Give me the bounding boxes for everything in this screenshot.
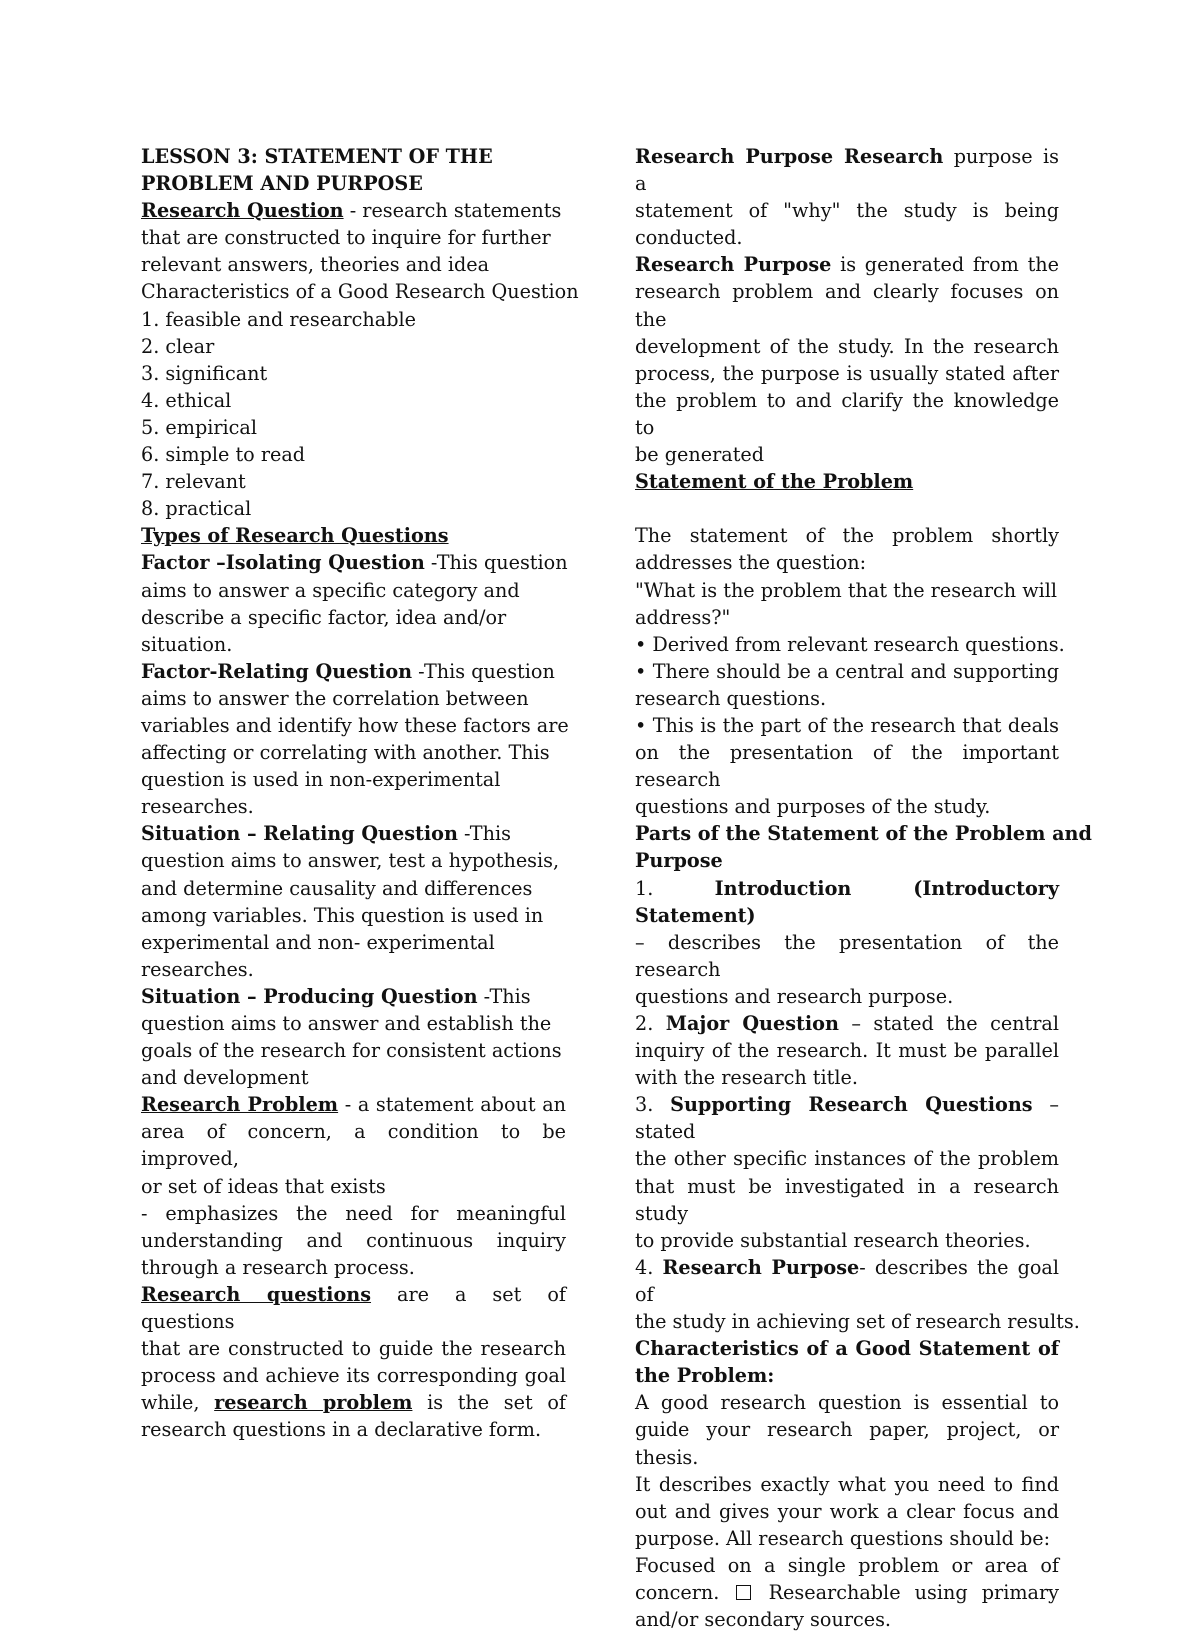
definition-line: experimental and non- experimental [141,930,495,954]
research-problem-inline-term: research problem [214,1391,413,1415]
definition-line: question is used in non-experimental [141,768,501,792]
definition-line: situation. [141,632,233,656]
bullet-item-continuation: research questions. [635,686,827,710]
definition-line: researches. [141,795,254,819]
definition-line: that are constructed to guide the research [141,1337,566,1361]
factor-isolating-term: Factor –Isolating Question [141,551,425,575]
list-item: 4. ethical [141,388,232,412]
research-purpose-generated: Research Purpose is generated from the [635,253,1059,277]
right-column [635,143,1092,1633]
definition-line: research questions in a declarative form. [141,1418,542,1442]
definition-line: the study in achieving set of research results. [635,1310,1080,1334]
definition-line: describe a specific factor, idea and/or [141,605,507,629]
bullet-item: • There should be a central and supporting [635,659,1059,683]
definition-line: with the research title. [635,1066,858,1090]
list-item: 2. clear [141,334,215,358]
definition-line: while, research problem is the set of [141,1391,566,1415]
list-item: 8. practical [141,497,252,521]
definition-line: be generated [635,443,765,467]
blank-line [635,495,1059,522]
paragraph-line: "What is the problem that the research will [635,578,1058,602]
research-questions-definition: Research questions are a set of questions [141,1282,566,1334]
part-2: 2. Major Question – stated the central [635,1012,1059,1035]
part-4-term: Research Purpose [662,1255,860,1279]
situation-producing-term: Situation – Producing Question [141,984,478,1008]
definition-line: conducted. [635,226,743,250]
research-question-def-line: relevant answers, theories and idea [141,253,490,277]
list-item: 6. simple to read [141,443,306,467]
paragraph-line: purpose. All research questions should be: [635,1526,1051,1550]
definition-line: among variables. This question is used in [141,903,544,927]
bullet-item: • Derived from relevant research questions. [635,632,1065,656]
definition-line: that must be investigated in a research study [635,1174,1059,1225]
situation-producing-definition: Situation – Producing Question -This [141,984,531,1008]
list-item: 5. empirical [141,415,258,439]
paragraph-line: A good research question is essential to [635,1391,1059,1415]
definition-line: goals of the research for consistent actions [141,1039,562,1063]
research-question-definition: Research Question - research statements [141,199,562,223]
definition-line: - emphasizes the need for meaningful [141,1201,566,1225]
left-column [141,143,579,1444]
definition-line: question aims to answer and establish the [141,1012,552,1035]
bullet-item-continuation: questions and purposes of the study. [635,795,991,819]
definition-line: area of concern, a condition to be improved, [141,1120,566,1171]
definition-line: aims to answer the correlation between [141,686,529,710]
definition-line: through a research process. [141,1255,415,1279]
paragraph-line: and/or secondary sources. [635,1608,892,1632]
list-item: 1. feasible and researchable [141,307,416,331]
paragraph-line: guide your research paper, project, or thesis. [635,1418,1059,1469]
paragraph-line: addresses the question: [635,551,867,575]
definition-line: process, the purpose is usually stated after [635,361,1059,385]
part-1: 1. Introduction (Introductory Statement) [635,876,1059,927]
paragraph-line: The statement of the problem shortly [635,524,1059,548]
definition-line: understanding and continuous inquiry [141,1228,566,1252]
definition-line: the other specific instances of the problem [635,1147,1059,1171]
definition-line: statement of "why" the study is being [635,199,1059,223]
research-question-term: Research Question [141,199,344,223]
research-questions-term: Research questions [141,1282,372,1306]
paragraph-line: It describes exactly what you need to find [635,1472,1059,1496]
bullet-item: • This is the part of the research that deals [635,713,1059,737]
lesson-title-line-1: LESSON 3: STATEMENT OF THE [141,145,493,168]
types-heading: Types of Research Questions [141,524,449,548]
definition-line: research problem and clearly focuses on the [635,280,1059,331]
list-item: 7. relevant [141,470,246,494]
characteristics-heading: Characteristics of a Good Research Question [141,280,579,304]
checkbox-icon [736,1585,751,1600]
statement-of-problem-heading: Statement of the Problem [635,470,914,494]
research-problem-definition: Research Problem - a statement about an [141,1093,566,1117]
definition-line: inquiry of the research. It must be parallel [635,1039,1059,1063]
definition-line: and development [141,1066,309,1090]
research-purpose-term: Research Purpose [635,253,832,277]
research-question-def-line: that are constructed to inquire for further [141,226,551,250]
paragraph-line: address?" [635,605,731,629]
paragraph-line: out and gives your work a clear focus and [635,1499,1059,1523]
situation-relating-definition: Situation – Relating Question -This [141,822,511,846]
factor-isolating-definition: Factor –Isolating Question -This question [141,551,568,575]
parts-heading: Purpose [635,849,723,873]
part-3: 3. Supporting Research Questions – stated [635,1093,1059,1144]
definition-line: variables and identify how these factors are [141,713,569,737]
bullet-item-continuation: on the presentation of the important research [635,741,1059,792]
paragraph-line: Focused on a single problem or area of [635,1553,1059,1577]
good-statement-heading: the Problem: [635,1364,775,1388]
definition-line: the problem to and clarify the knowledge to [635,388,1059,439]
paragraph-line: concern. Researchable using primary [635,1580,1059,1604]
list-item: 3. significant [141,361,268,385]
definition-line: affecting or correlating with another. This [141,741,550,765]
situation-relating-term: Situation – Relating Question [141,822,458,846]
factor-relating-definition: Factor-Relating Question -This question [141,659,555,683]
part-1-term: Introduction (Introductory Statement) [635,876,1059,927]
good-statement-heading: Characteristics of a Good Statement of [635,1337,1059,1361]
part-2-term: Major Question [665,1012,839,1035]
definition-line: to provide substantial research theories. [635,1228,1031,1252]
definition-line: researches. [141,957,254,981]
parts-heading: Parts of the Statement of the Problem and [635,822,1092,846]
definition-line: and determine causality and differences [141,876,533,900]
research-problem-term: Research Problem [141,1093,339,1117]
definition-line: – describes the presentation of the research [635,930,1059,981]
definition-line: development of the study. In the research [635,334,1059,358]
factor-relating-term: Factor-Relating Question [141,659,413,683]
definition-line: aims to answer a specific category and [141,578,520,602]
research-purpose-definition: Research Purpose Research purpose is a [635,145,1059,196]
definition-line: process and achieve its corresponding goal [141,1364,566,1388]
part-4: 4. Research Purpose- describes the goal of [635,1255,1060,1306]
definition-line: question aims to answer, test a hypothesis, [141,849,560,873]
part-3-term: Supporting Research Questions [670,1093,1033,1117]
definition-line: or set of ideas that exists [141,1174,386,1198]
research-purpose-term: Research Purpose Research [635,145,944,168]
definition-line: questions and research purpose. [635,984,954,1008]
lesson-title-line-2: PROBLEM AND PURPOSE [141,172,423,196]
